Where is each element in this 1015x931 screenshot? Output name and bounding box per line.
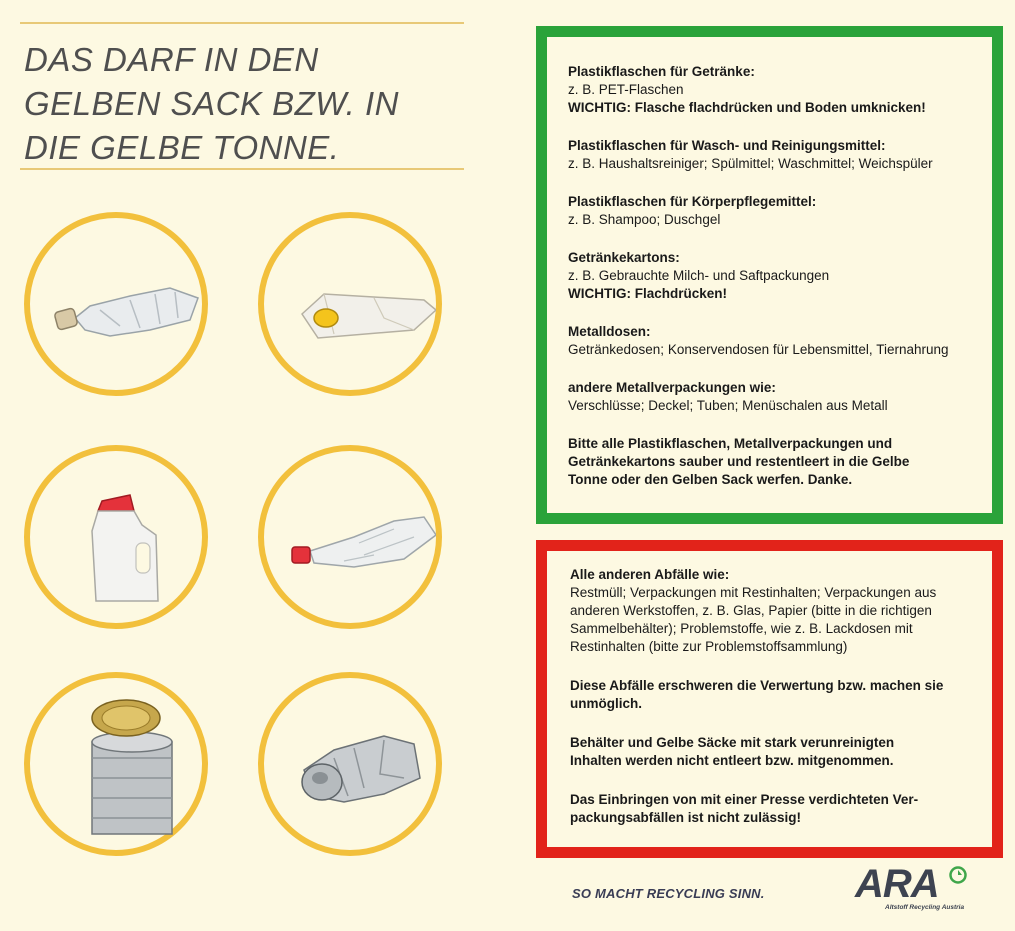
logo-subtitle: Altstoff Recycling Austria	[885, 904, 965, 911]
block-title: Alle anderen Abfälle wie:	[570, 567, 730, 582]
headline-line-2: GELBEN SACK BZW. IN	[24, 85, 400, 122]
allowed-block	[568, 379, 988, 415]
image-circle-plastic-bottle	[24, 212, 208, 396]
block-text: packungsabfällen ist nicht zulässig!	[570, 810, 802, 825]
flattened-bottle-icon	[264, 451, 436, 623]
crushed-plastic-bottle-icon	[30, 218, 202, 390]
block-title: Plastikflaschen für Wasch- und Reinigungsmittel:	[568, 138, 886, 153]
image-circle-tin-can	[24, 672, 208, 856]
image-circle-flattened-bottle	[258, 445, 442, 629]
beverage-carton-icon	[264, 218, 436, 390]
block-text: Restinhalten (bitte zur Problemstoffsammlung)	[570, 639, 848, 654]
block-text: Das Einbringen von mit einer Presse verdichteten Ver-	[570, 792, 919, 807]
crushed-drink-can-icon	[264, 678, 436, 850]
block-text: z. B. PET-Flaschen	[568, 82, 684, 97]
logo-text: ARA	[855, 862, 939, 906]
block-note: WICHTIG: Flachdrücken!	[568, 286, 728, 301]
tin-can-icon	[30, 678, 202, 850]
block-text: unmöglich.	[570, 696, 642, 711]
footer-slogan: SO MACHT RECYCLING SINN.	[572, 886, 765, 901]
block-text: z. B. Shampoo; Duschgel	[568, 212, 721, 227]
block-note: WICHTIG: Flasche flachdrücken und Boden umknicken!	[568, 100, 926, 115]
not-allowed-block	[570, 677, 988, 713]
not-allowed-block	[570, 566, 988, 656]
block-text: Restmüll; Verpackungen mit Restinhalten; Verpackungen aus	[570, 585, 937, 600]
allowed-closing	[568, 435, 988, 489]
block-text: Diese Abfälle erschweren die Verwertung bzw. machen sie	[570, 678, 944, 693]
block-title: andere Metallverpackungen wie:	[568, 380, 776, 395]
allowed-block	[568, 323, 988, 359]
closing-line: Tonne oder den Gelben Sack werfen. Danke.	[568, 472, 853, 487]
block-title: Plastikflaschen für Getränke:	[568, 64, 755, 79]
image-circle-beverage-carton	[258, 212, 442, 396]
block-text: anderen Werkstoffen, z. B. Glas, Papier (bitte in die richtigen	[570, 603, 932, 618]
block-title: Getränkekartons:	[568, 250, 680, 265]
page-headline	[24, 38, 464, 170]
block-text: Verschlüsse; Deckel; Tuben; Menüschalen aus Metall	[568, 398, 888, 413]
block-text: z. B. Gebrauchte Milch- und Saftpackungen	[568, 268, 830, 283]
block-text: Sammelbehälter); Problemstoffe, wie z. B. Lackdosen mit	[570, 621, 913, 636]
closing-line: Bitte alle Plastikflaschen, Metallverpackungen und	[568, 436, 893, 451]
block-text: Inhalten werden nicht entleert bzw. mitgenommen.	[570, 753, 894, 768]
block-text: Behälter und Gelbe Säcke mit stark verunreinigten	[570, 735, 895, 750]
block-text: Getränkedosen; Konservendosen für Lebensmittel, Tiernahrung	[568, 342, 949, 357]
headline-top-rule	[20, 22, 464, 24]
ara-logo	[855, 862, 975, 918]
allowed-block	[568, 193, 988, 229]
headline-line-1: DAS DARF IN DEN	[24, 41, 319, 78]
block-text: z. B. Haushaltsreiniger; Spülmittel; Waschmittel; Weichspüler	[568, 156, 933, 171]
headline-bottom-rule	[20, 168, 464, 170]
image-circle-detergent-bottle	[24, 445, 208, 629]
allowed-block	[568, 63, 988, 117]
detergent-bottle-icon	[30, 451, 202, 623]
not-allowed-block	[570, 791, 988, 827]
headline-line-3: DIE GELBE TONNE.	[24, 129, 340, 166]
image-circle-crushed-can	[258, 672, 442, 856]
allowed-items-box	[536, 26, 1003, 524]
allowed-block	[568, 137, 988, 173]
allowed-block	[568, 249, 988, 303]
not-allowed-block	[570, 734, 988, 770]
not-allowed-items-box	[536, 540, 1003, 858]
block-title: Plastikflaschen für Körperpflegemittel:	[568, 194, 817, 209]
block-title: Metalldosen:	[568, 324, 651, 339]
recycling-icon	[949, 866, 967, 884]
closing-line: Getränkekartons sauber und restentleert in die Gelbe	[568, 454, 910, 469]
